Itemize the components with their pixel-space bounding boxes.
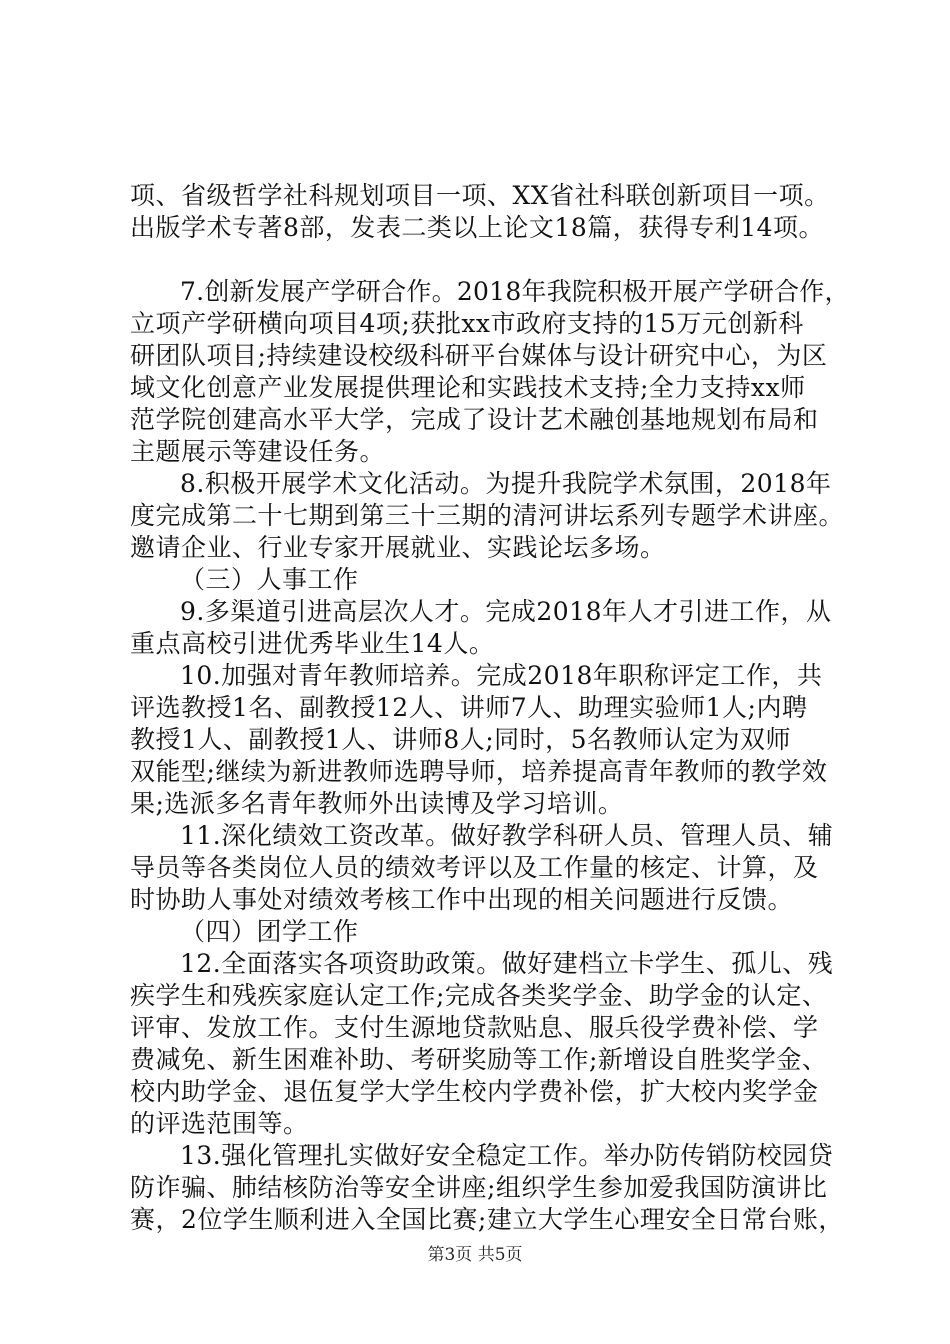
paragraph-13-start: 13.强化管理扎实做好安全稳定工作。举办防传销防校园贷: [180, 1141, 834, 1170]
page-footer: 第3页 共5页: [427, 1245, 523, 1265]
text-line: 邀请企业、行业专家开展就业、实践论坛多场。: [130, 533, 666, 562]
text-line: 的评选范围等。: [130, 1109, 309, 1138]
text-line: 导员等各类岗位人员的绩效考评以及工作量的核定、计算，及: [130, 853, 819, 882]
paragraph-11-start: 11.深化绩效工资改革。做好教学科研人员、管理人员、辅: [180, 821, 834, 850]
text-line: 项、省级哲学社科规划项目一项、XX省社科联创新项目一项。: [130, 181, 830, 210]
paragraph-12-start: 12.全面落实各项资助政策。做好建档立卡学生、孤儿、残: [180, 949, 834, 978]
paragraph-continuation: [130, 180, 850, 244]
text-line: 重点高校引进优秀毕业生14人。: [130, 629, 495, 658]
text-line: 度完成第二十七期到第三十三期的清河讲坛系列专题学术讲座。: [130, 501, 845, 530]
text-line: 主题展示等建设任务。: [130, 437, 386, 466]
text-line: 出版学术专著8部，发表二类以上论文18篇，获得专利14项。: [130, 213, 825, 242]
text-line: 教授1人、副教授1人、讲师8人;同时，5名教师认定为双师: [130, 725, 792, 754]
text-line: 防诈骗、肺结核防治等安全讲座;组织学生参加爱我国防演讲比: [130, 1173, 828, 1202]
paragraph-9-start: 9.多渠道引进高层次人才。完成2018年人才引进工作，从: [180, 597, 832, 626]
text-line: 校内助学金、退伍复学大学生校内学费补偿，扩大校内奖学金: [130, 1077, 819, 1106]
text-line: 果;选派多名青年教师外出读博及学习培训。: [130, 789, 624, 818]
section-heading-personnel: （三）人事工作: [180, 565, 359, 594]
text-line: 立项产学研横向项目4项;获批xx市政府支持的15万元创新科: [130, 309, 804, 338]
text-line: 时协助人事处对绩效考核工作中出现的相关问题进行反馈。: [130, 885, 794, 914]
text-line: 域文化创意产业发展提供理论和实践技术支持;全力支持xx师: [130, 373, 806, 402]
paragraph-7-start: 7.创新发展产学研合作。2018年我院积极开展产学研合作，: [180, 277, 850, 306]
text-line: 费减免、新生困难补助、考研奖励等工作;新增设自胜奖学金、: [130, 1045, 828, 1074]
text-line: 疾学生和残疾家庭认定工作;完成各类奖学金、助学金的认定、: [130, 981, 828, 1010]
document-body: [130, 276, 850, 1236]
paragraph-8-start: 8.积极开展学术文化活动。为提升我院学术氛围，2018年: [180, 469, 832, 498]
paragraph-10-start: 10.加强对青年教师培养。完成2018年职称评定工作，共: [180, 661, 823, 690]
section-heading-student-work: （四）团学工作: [180, 917, 359, 946]
text-line: 评审、发放工作。支付生源地贷款贴息、服兵役学费补偿、学: [130, 1013, 819, 1042]
text-line: 赛，2位学生顺利进入全国比赛;建立大学生心理安全日常台账，: [130, 1205, 844, 1234]
text-line: 双能型;继续为新进教师选聘导师，培养提高青年教师的教学效: [130, 757, 828, 786]
text-line: 评选教授1名、副教授12人、讲师7人、助理实验师1人;内聘: [130, 693, 808, 722]
text-line: 范学院创建高水平大学，完成了设计艺术融创基地规划布局和: [130, 405, 819, 434]
text-line: 研团队项目;持续建设校级科研平台媒体与设计研究中心，为区: [130, 341, 828, 370]
